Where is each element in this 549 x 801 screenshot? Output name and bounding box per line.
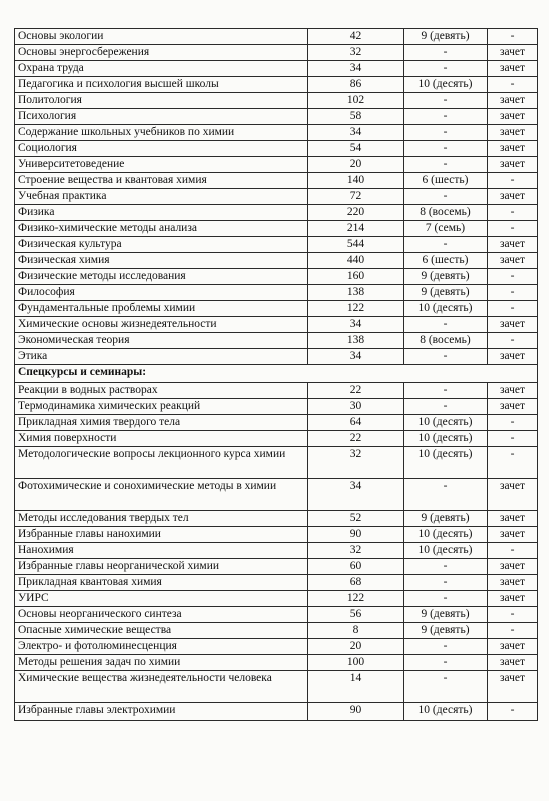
credit-cell: - <box>488 301 538 317</box>
hours-cell: 20 <box>308 157 404 173</box>
hours-cell: 544 <box>308 237 404 253</box>
table-row <box>15 45 538 61</box>
table-row <box>15 431 538 447</box>
subject-cell: Социология <box>15 141 308 157</box>
table-row <box>15 527 538 543</box>
grade-cell: 10 (десять) <box>404 527 488 543</box>
credit-cell: - <box>488 703 538 721</box>
credit-cell: - <box>488 285 538 301</box>
credit-cell: зачет <box>488 61 538 77</box>
grade-cell: 6 (шесть) <box>404 253 488 269</box>
credit-cell: - <box>488 221 538 237</box>
hours-cell: 68 <box>308 575 404 591</box>
grade-cell: 10 (десять) <box>404 77 488 93</box>
hours-cell: 72 <box>308 189 404 205</box>
grade-cell: - <box>404 189 488 205</box>
table-row <box>15 109 538 125</box>
table-row <box>15 221 538 237</box>
hours-cell: 220 <box>308 205 404 221</box>
table-row <box>15 415 538 431</box>
grade-cell: - <box>404 671 488 703</box>
hours-cell: 32 <box>308 45 404 61</box>
hours-cell: 54 <box>308 141 404 157</box>
table-row <box>15 125 538 141</box>
table-row <box>15 301 538 317</box>
credit-cell: зачет <box>488 671 538 703</box>
hours-cell: 64 <box>308 415 404 431</box>
hours-cell: 214 <box>308 221 404 237</box>
credit-cell: - <box>488 607 538 623</box>
subject-cell: Физика <box>15 205 308 221</box>
credit-cell: зачет <box>488 317 538 333</box>
table-row <box>15 141 538 157</box>
hours-cell: 42 <box>308 29 404 45</box>
credit-cell: зачет <box>488 591 538 607</box>
grade-cell: - <box>404 479 488 511</box>
grade-cell: - <box>404 237 488 253</box>
credit-cell: зачет <box>488 479 538 511</box>
subject-cell: Строение вещества и квантовая химия <box>15 173 308 189</box>
table-row <box>15 157 538 173</box>
grade-cell: 9 (девять) <box>404 607 488 623</box>
hours-cell: 32 <box>308 447 404 479</box>
hours-cell: 102 <box>308 93 404 109</box>
subject-cell: Методологические вопросы лекционного курса химии <box>15 447 308 479</box>
credit-cell: - <box>488 623 538 639</box>
grade-cell: 9 (девять) <box>404 511 488 527</box>
credit-cell: зачет <box>488 639 538 655</box>
table-row <box>15 447 538 479</box>
hours-cell: 20 <box>308 639 404 655</box>
subject-cell: Фундаментальные проблемы химии <box>15 301 308 317</box>
table-row <box>15 93 538 109</box>
hours-cell: 22 <box>308 431 404 447</box>
credit-cell: - <box>488 77 538 93</box>
table-row <box>15 189 538 205</box>
section-header-row <box>15 365 538 383</box>
table-row <box>15 237 538 253</box>
subject-cell: Физико-химические методы анализа <box>15 221 308 237</box>
subject-cell: Методы решения задач по химии <box>15 655 308 671</box>
hours-cell: 30 <box>308 399 404 415</box>
subject-cell: Педагогика и психология высшей школы <box>15 77 308 93</box>
subject-cell: Основы экологии <box>15 29 308 45</box>
grade-cell: - <box>404 157 488 173</box>
hours-cell: 86 <box>308 77 404 93</box>
grade-cell: 10 (десять) <box>404 703 488 721</box>
table-row <box>15 285 538 301</box>
subject-cell: Физические методы исследования <box>15 269 308 285</box>
section-title: Спецкурсы и семинары: <box>15 365 538 383</box>
credit-cell: - <box>488 173 538 189</box>
grade-cell: 7 (семь) <box>404 221 488 237</box>
grade-cell: 10 (десять) <box>404 301 488 317</box>
grade-cell: 10 (десять) <box>404 447 488 479</box>
subject-cell: Избранные главы неорганической химии <box>15 559 308 575</box>
credit-cell: - <box>488 543 538 559</box>
credit-cell: - <box>488 29 538 45</box>
subject-cell: Этика <box>15 349 308 365</box>
hours-cell: 52 <box>308 511 404 527</box>
hours-cell: 34 <box>308 349 404 365</box>
table-row <box>15 575 538 591</box>
hours-cell: 32 <box>308 543 404 559</box>
subject-cell: Фотохимические и сонохимические методы в химии <box>15 479 308 511</box>
grade-cell: - <box>404 61 488 77</box>
table-row <box>15 543 538 559</box>
credit-cell: зачет <box>488 109 538 125</box>
grade-cell: 9 (девять) <box>404 29 488 45</box>
hours-cell: 34 <box>308 479 404 511</box>
table-row <box>15 591 538 607</box>
hours-cell: 34 <box>308 317 404 333</box>
subject-cell: Политология <box>15 93 308 109</box>
hours-cell: 140 <box>308 173 404 189</box>
grade-cell: - <box>404 655 488 671</box>
subject-cell: Реакции в водных растворах <box>15 383 308 399</box>
table-row <box>15 511 538 527</box>
table-row <box>15 655 538 671</box>
hours-cell: 34 <box>308 125 404 141</box>
credit-cell: зачет <box>488 399 538 415</box>
table-row <box>15 173 538 189</box>
table-row <box>15 77 538 93</box>
grades-table-body <box>15 29 538 721</box>
grade-cell: - <box>404 109 488 125</box>
grade-cell: - <box>404 141 488 157</box>
grade-cell: - <box>404 125 488 141</box>
credit-cell: зачет <box>488 253 538 269</box>
table-row <box>15 607 538 623</box>
table-row <box>15 639 538 655</box>
subject-cell: Химия поверхности <box>15 431 308 447</box>
credit-cell: зачет <box>488 125 538 141</box>
credit-cell: зачет <box>488 575 538 591</box>
subject-cell: Методы исследования твердых тел <box>15 511 308 527</box>
table-row <box>15 479 538 511</box>
hours-cell: 8 <box>308 623 404 639</box>
hours-cell: 34 <box>308 61 404 77</box>
credit-cell: зачет <box>488 237 538 253</box>
subject-cell: Нанохимия <box>15 543 308 559</box>
hours-cell: 138 <box>308 333 404 349</box>
grade-cell: - <box>404 45 488 61</box>
table-row <box>15 333 538 349</box>
grade-cell: - <box>404 591 488 607</box>
table-row <box>15 349 538 365</box>
subject-cell: Физическая культура <box>15 237 308 253</box>
subject-cell: Философия <box>15 285 308 301</box>
grade-cell: 8 (восемь) <box>404 333 488 349</box>
grade-cell: - <box>404 559 488 575</box>
grade-cell: 9 (девять) <box>404 623 488 639</box>
credit-cell: - <box>488 431 538 447</box>
hours-cell: 100 <box>308 655 404 671</box>
grade-cell: 9 (девять) <box>404 269 488 285</box>
subject-cell: Химические основы жизнедеятельности <box>15 317 308 333</box>
hours-cell: 122 <box>308 591 404 607</box>
table-row <box>15 205 538 221</box>
hours-cell: 160 <box>308 269 404 285</box>
hours-cell: 58 <box>308 109 404 125</box>
credit-cell: - <box>488 205 538 221</box>
subject-cell: Университетоведение <box>15 157 308 173</box>
table-row <box>15 253 538 269</box>
table-row <box>15 559 538 575</box>
credit-cell: зачет <box>488 141 538 157</box>
credit-cell: зачет <box>488 93 538 109</box>
grade-cell: - <box>404 349 488 365</box>
subject-cell: Прикладная химия твердого тела <box>15 415 308 431</box>
credit-cell: зачет <box>488 383 538 399</box>
hours-cell: 56 <box>308 607 404 623</box>
credit-cell: зачет <box>488 655 538 671</box>
grade-cell: 9 (девять) <box>404 285 488 301</box>
grade-cell: - <box>404 399 488 415</box>
grade-cell: - <box>404 639 488 655</box>
credit-cell: - <box>488 269 538 285</box>
grade-cell: - <box>404 575 488 591</box>
credit-cell: зачет <box>488 559 538 575</box>
credit-cell: зачет <box>488 527 538 543</box>
subject-cell: Экономическая теория <box>15 333 308 349</box>
credit-cell: зачет <box>488 349 538 365</box>
credit-cell: - <box>488 415 538 431</box>
subject-cell: Избранные главы электрохимии <box>15 703 308 721</box>
grade-cell: - <box>404 93 488 109</box>
hours-cell: 138 <box>308 285 404 301</box>
credit-cell: зачет <box>488 45 538 61</box>
grade-cell: 10 (десять) <box>404 415 488 431</box>
grade-cell: 10 (десять) <box>404 431 488 447</box>
grade-cell: 10 (десять) <box>404 543 488 559</box>
subject-cell: Термодинамика химических реакций <box>15 399 308 415</box>
grade-cell: 8 (восемь) <box>404 205 488 221</box>
table-row <box>15 703 538 721</box>
subject-cell: Физическая химия <box>15 253 308 269</box>
grades-table <box>14 28 538 721</box>
subject-cell: Химические вещества жизнедеятельности человека <box>15 671 308 703</box>
hours-cell: 60 <box>308 559 404 575</box>
credit-cell: - <box>488 333 538 349</box>
credit-cell: зачет <box>488 511 538 527</box>
subject-cell: Электро- и фотолюминесценция <box>15 639 308 655</box>
grade-cell: - <box>404 383 488 399</box>
table-row <box>15 399 538 415</box>
subject-cell: Избранные главы нанохимии <box>15 527 308 543</box>
table-row <box>15 671 538 703</box>
subject-cell: Учебная практика <box>15 189 308 205</box>
credit-cell: зачет <box>488 157 538 173</box>
table-row <box>15 623 538 639</box>
subject-cell: УИРС <box>15 591 308 607</box>
subject-cell: Прикладная квантовая химия <box>15 575 308 591</box>
hours-cell: 122 <box>308 301 404 317</box>
subject-cell: Основы неорганического синтеза <box>15 607 308 623</box>
table-row <box>15 269 538 285</box>
table-row <box>15 61 538 77</box>
subject-cell: Психология <box>15 109 308 125</box>
hours-cell: 22 <box>308 383 404 399</box>
table-row <box>15 29 538 45</box>
grade-cell: 6 (шесть) <box>404 173 488 189</box>
table-row <box>15 383 538 399</box>
table-row <box>15 317 538 333</box>
credit-cell: зачет <box>488 189 538 205</box>
subject-cell: Основы энергосбережения <box>15 45 308 61</box>
hours-cell: 90 <box>308 527 404 543</box>
grade-cell: - <box>404 317 488 333</box>
hours-cell: 90 <box>308 703 404 721</box>
subject-cell: Охрана труда <box>15 61 308 77</box>
credit-cell: - <box>488 447 538 479</box>
hours-cell: 14 <box>308 671 404 703</box>
subject-cell: Содержание школьных учебников по химии <box>15 125 308 141</box>
hours-cell: 440 <box>308 253 404 269</box>
subject-cell: Опасные химические вещества <box>15 623 308 639</box>
